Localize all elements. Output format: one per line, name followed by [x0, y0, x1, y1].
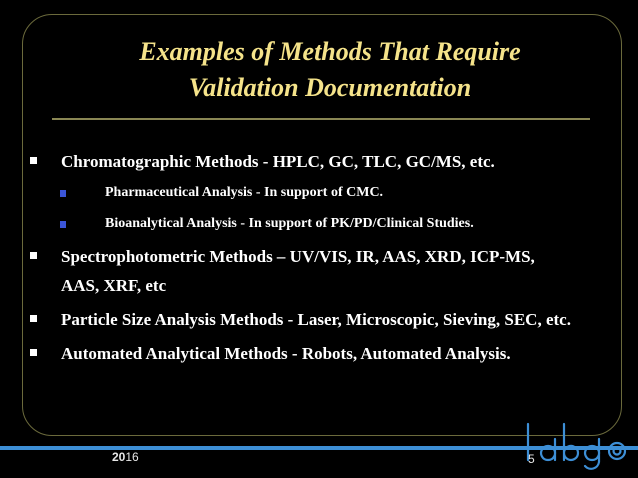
- blue-square-bullet-icon: [60, 221, 66, 228]
- bullet-item-particle-size: [30, 308, 610, 332]
- page-number: 5: [528, 452, 535, 466]
- square-bullet-icon: [30, 315, 37, 322]
- slide-title-line-2: Validation Documentation: [188, 73, 472, 102]
- sub-bullet-item-bioanalytical: [30, 213, 610, 235]
- footer-year-bold: 20: [112, 450, 126, 464]
- title-divider: [52, 118, 590, 120]
- sub-bullet-text: Bioanalytical Analysis - In support of PK/PD/Clinical Studies.: [105, 216, 474, 231]
- bullet-list: [30, 150, 610, 374]
- square-bullet-icon: [30, 157, 37, 164]
- square-bullet-icon: [30, 349, 37, 356]
- labgo-logo-icon: [522, 418, 632, 476]
- bullet-text: Spectrophotometric Methods – UV/VIS, IR, AAS, XRD, ICP-MS, AAS, XRF, etc: [61, 247, 535, 295]
- bullet-text: Chromatographic Methods - HPLC, GC, TLC, GC/MS, etc.: [61, 152, 495, 171]
- blue-square-bullet-icon: [60, 190, 66, 197]
- square-bullet-icon: [30, 252, 37, 259]
- sub-bullet-item-pharmaceutical: [30, 182, 610, 204]
- bullet-item-automated: [30, 342, 610, 366]
- sub-bullet-text: Pharmaceutical Analysis - In support of CMC.: [105, 185, 384, 200]
- slide-title-line-1: Examples of Methods That Require: [139, 37, 521, 66]
- footer-year: [112, 449, 139, 465]
- bullet-text: Automated Analytical Methods - Robots, Automated Analysis.: [61, 344, 511, 363]
- bullet-text: Particle Size Analysis Methods - Laser, Microscopic, Sieving, SEC, etc.: [61, 310, 571, 329]
- slide-title: [60, 34, 600, 106]
- footer-year-rest: 16: [125, 450, 139, 464]
- bullet-item-chromatographic: [30, 150, 610, 174]
- bullet-item-spectrophotometric: [30, 242, 610, 300]
